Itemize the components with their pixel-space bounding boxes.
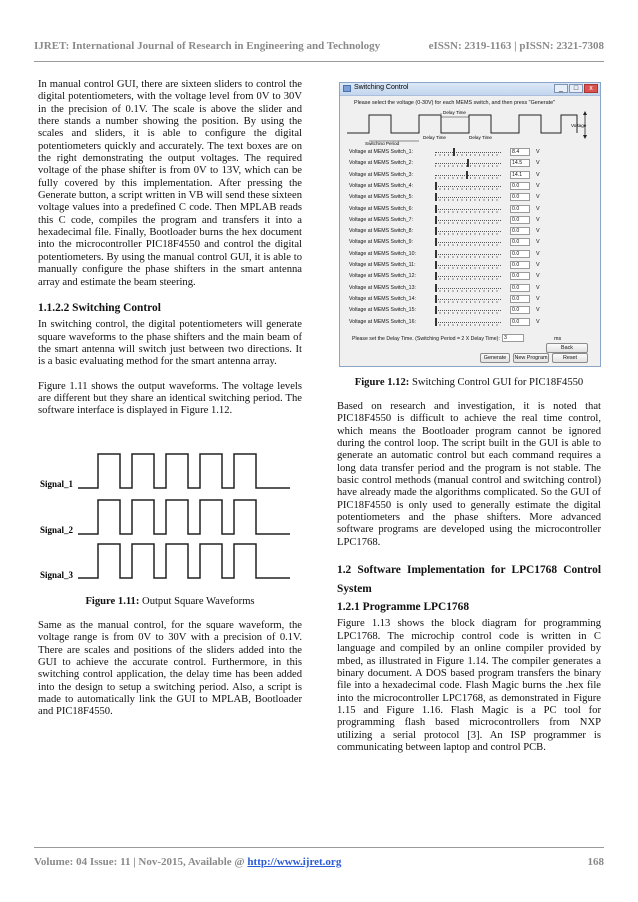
voltage-slider[interactable]: [435, 299, 501, 300]
footer-rule: [34, 847, 604, 848]
figure-1-11-caption-label: Figure 1.11:: [85, 596, 140, 607]
slider-thumb[interactable]: [466, 171, 468, 179]
slider-scale: [435, 244, 501, 246]
slider-thumb[interactable]: [435, 227, 437, 235]
figure-1-12-caption: [337, 377, 601, 388]
voltage-slider[interactable]: [435, 186, 501, 187]
slider-thumb[interactable]: [467, 159, 469, 167]
switch-voltage-label: Voltage at MEMS Switch_3:: [349, 171, 414, 178]
slider-scale: [435, 301, 501, 303]
switch-voltage-label: Voltage at MEMS Switch_4:: [349, 182, 414, 189]
voltage-slider[interactable]: [435, 242, 501, 243]
voltage-value-box[interactable]: 0.0: [510, 318, 530, 326]
signal-label-2: Signal_2: [40, 525, 74, 535]
header-rule: [34, 61, 604, 62]
voltage-slider[interactable]: [435, 231, 501, 232]
slider-thumb[interactable]: [435, 284, 437, 292]
voltage-slider[interactable]: [435, 288, 501, 289]
footer-url-link[interactable]: http://www.ijret.org: [247, 856, 342, 868]
section-heading-lpc1768-system: 1.2 Software Implementation for LPC1768 Control System: [337, 564, 601, 596]
voltage-unit: V: [536, 228, 540, 235]
voltage-unit: V: [536, 216, 540, 223]
voltage-value-box[interactable]: 0.0: [510, 216, 530, 224]
switching-period-diagram: [345, 109, 597, 145]
slider-thumb[interactable]: [435, 182, 437, 190]
instruction-text: Please select the voltage (0-30V) for each MEMS switch, and then press "Generate": [354, 100, 555, 106]
switch-voltage-label: Voltage at MEMS Switch_14:: [349, 295, 416, 302]
switch-voltage-label: Voltage at MEMS Switch_13:: [349, 284, 416, 291]
back-button[interactable]: Back: [546, 343, 588, 353]
switch-voltage-label: Voltage at MEMS Switch_5:: [349, 194, 414, 201]
voltage-slider[interactable]: [435, 276, 501, 277]
voltage-value-box[interactable]: 0.0: [510, 182, 530, 190]
switch-voltage-label: Voltage at MEMS Switch_15:: [349, 307, 416, 314]
paragraph-programming-lpc1768: Figure 1.13 shows the block diagram for programming LPC1768. The microchip control code is written in C language and compiled by an online compiler provided by mbed, as illustrated in Figure 1.14. The compiler generates a binary document. A DOS based program transfers the binary file into a hexadecimal code. Flash Magic burns the .hex file into the microcontroller LPC1768, as demonstrated in Figure 1.15 and Figure 1.16. Flash Magic is a PC tool for programming flash based microcontrollers from NXP utilizing a serial protocol [3]. An ISP programmer is communicating between laptop and control PCB.: [337, 618, 601, 753]
voltage-unit: V: [536, 239, 540, 246]
slider-thumb[interactable]: [453, 148, 455, 156]
reset-button[interactable]: Reset: [552, 353, 588, 363]
switch-voltage-label: Voltage at MEMS Switch_16:: [349, 318, 416, 325]
delay-time-right-label: Delay Time: [469, 135, 492, 140]
switch-row: [349, 305, 599, 316]
left-column-bottom: [38, 620, 302, 719]
voltage-unit: V: [536, 295, 540, 302]
voltage-unit: V: [536, 250, 540, 257]
slider-thumb[interactable]: [435, 306, 437, 314]
slider-scale: [435, 222, 501, 224]
paragraph-switching-intro: In switching control, the digital potentiometers will generate square waveforms to the phase shifters and the main beam of the smart antenna will switch just between two directions. It is a basic evaluating method for the smart antenna array.: [38, 319, 302, 368]
switch-voltage-label: Voltage at MEMS Switch_7:: [349, 216, 414, 223]
switch-row: [349, 204, 599, 215]
slider-scale: [435, 324, 501, 326]
slider-scale: [435, 312, 501, 314]
paragraph-figure-reference: Figure 1.11 shows the output waveforms. The voltage levels are different but they share an identical switching period. The software interface is displayed in Figure 1.12.: [38, 380, 302, 417]
paragraph-square-waveform: Same as the manual control, for the square waveform, the voltage range is from 0V to 30V with a precision of 0.1V. There are scales and positions of the sliders added into the GUI to achieve the accurate control. Furthermore, in this switching control application, the delay time has been added into the design to setup a switching period. Also, a script is made to automatically link the GUI to MPLAB, Bootloader and PIC18F4550.: [38, 620, 302, 718]
window-titlebar: [340, 83, 600, 96]
slider-scale: [435, 233, 501, 235]
slider-scale: [435, 199, 501, 201]
slider-thumb[interactable]: [435, 295, 437, 303]
switch-voltage-label: Voltage at MEMS Switch_10:: [349, 250, 416, 257]
voltage-unit: V: [536, 284, 540, 291]
voltage-value-box[interactable]: 0.0: [510, 193, 530, 201]
page-number: 168: [587, 856, 604, 868]
voltage-slider[interactable]: [435, 209, 501, 210]
voltage-slider[interactable]: [435, 254, 501, 255]
slider-scale: [435, 154, 501, 156]
voltage-value-box[interactable]: 0.0: [510, 306, 530, 314]
figure-1-12-caption-label: Figure 1.12:: [354, 377, 410, 388]
section-heading-switching-control: 1.1.2.2 Switching Control: [38, 301, 161, 314]
switch-row: [349, 237, 599, 248]
footer-volume: Volume: 04 Issue: 11 | Nov-2015, Available @: [34, 856, 248, 868]
switch-row: [349, 192, 599, 203]
journal-title: IJRET: International Journal of Research in Engineering and Technology: [34, 40, 381, 52]
switching-control-window: [339, 82, 601, 367]
voltage-unit: V: [536, 262, 540, 268]
voltage-value-box[interactable]: 0.0: [510, 238, 530, 246]
voltage-slider[interactable]: [435, 220, 501, 221]
generate-button[interactable]: Generate: [480, 353, 510, 363]
slider-thumb[interactable]: [435, 216, 437, 224]
switch-row: [349, 271, 599, 282]
slider-scale: [435, 267, 501, 269]
delay-unit: ms: [554, 336, 562, 342]
slider-thumb[interactable]: [435, 205, 437, 213]
window-title: Switching Control: [354, 84, 409, 91]
slider-thumb[interactable]: [435, 261, 437, 269]
issn-line: eISSN: 2319-1163 | pISSN: 2321-7308: [428, 40, 604, 52]
voltage-value-box[interactable]: 0.0: [510, 227, 530, 235]
voltage-unit: V: [536, 273, 540, 280]
figure-1-11-caption: [38, 596, 302, 607]
slider-thumb[interactable]: [435, 318, 437, 326]
figure-1-11-waveforms: [38, 440, 302, 588]
minimize-button[interactable]: _: [554, 84, 568, 93]
switch-row: [349, 226, 599, 237]
voltage-unit: V: [536, 182, 540, 189]
signal-waveform: [78, 454, 290, 488]
delay-time-input[interactable]: 3: [502, 334, 524, 342]
slider-scale: [435, 211, 501, 213]
switch-row: [349, 158, 599, 169]
voltage-value-box[interactable]: 0.0: [510, 205, 530, 213]
voltage-value-box[interactable]: 0.0: [510, 284, 530, 292]
figure-1-12-caption-text: Switching Control GUI for PIC18F4550: [409, 377, 584, 388]
slider-thumb[interactable]: [435, 272, 437, 280]
voltage-value-box[interactable]: 14.5: [510, 159, 530, 167]
voltage-unit: V: [536, 171, 540, 178]
right-column-text: [337, 401, 601, 754]
switch-row: [349, 181, 599, 192]
signal-waveform: [78, 500, 290, 534]
slider-scale: [435, 256, 501, 258]
new-program-button[interactable]: New Program: [514, 355, 548, 361]
signal-label-1: Signal_1: [40, 479, 74, 489]
slider-scale: [435, 290, 501, 292]
voltage-slider[interactable]: [435, 152, 501, 153]
slider-scale: [435, 278, 501, 280]
switch-voltage-label: Voltage at MEMS Switch_6:: [349, 205, 414, 212]
close-button[interactable]: x: [584, 84, 598, 93]
switch-row: [349, 215, 599, 226]
voltage-unit: V: [536, 318, 540, 325]
voltage-slider[interactable]: [435, 197, 501, 198]
delay-time-top-label: Delay Time: [443, 110, 466, 115]
voltage-unit: V: [536, 149, 540, 155]
switch-voltage-label: Voltage at MEMS Switch_2:: [349, 160, 414, 167]
voltage-value-box[interactable]: 0.0: [510, 250, 530, 258]
switch-voltage-label: Voltage at MEMS Switch_12:: [349, 273, 416, 280]
voltage-value-box[interactable]: 0.0: [510, 295, 530, 303]
signal-label-3: Signal_3: [40, 570, 74, 580]
delay-time-left-label: Delay Time: [423, 135, 446, 140]
voltage-unit: V: [536, 307, 540, 314]
switch-row: [349, 283, 599, 294]
slider-thumb[interactable]: [435, 238, 437, 246]
switch-voltage-label: Voltage at MEMS Switch_1:: [349, 149, 414, 155]
voltage-slider[interactable]: [435, 265, 501, 266]
voltage-unit: V: [536, 160, 540, 167]
slider-thumb[interactable]: [435, 250, 437, 258]
left-column-top: [38, 79, 302, 418]
paragraph-manual-control: In manual control GUI, there are sixteen sliders to control the digital potentiometers, with the voltage level from 0V to 30V in the precision of 0.1V. The scale is above the slider and there stands a number showing the position. By using the scales and sliders, it is able to configure the digital potentiometers quickly and accurately. The text boxes are on the right demonstrating the output voltages. The required voltage of the phase shifter is from 0V to 13V, which can be fully covered by this implementation. After pressing the Generate button, a script written in VB will send these sixteen voltage values into a predefined C code. Then MPLAB reads this C code, compiles the program and transfers it into a hexadecimal file. Finally, Bootloader burns the hex document into the microcontroller PIC18F4550 and control the digital potentiometers. By using the manual control GUI, it is able to manually configure the phase shifters in the smart antenna array and estimate the beam steering.: [38, 79, 302, 288]
switch-row: [349, 147, 599, 158]
delay-prompt: Please set the Delay Time. (Switching Period = 2 X Delay Time):: [352, 336, 500, 342]
paragraph-pic-limitations: Based on research and investigation, it is noted that PIC18F4550 is difficult to achieve the real time control, which means the Bootloader program cannot be ignored during the control loop. The script built in the GUI is able to generate an automatic control but each command requires a long data transfer period and the program is not stable. The basic control methods (manual control and switching control) have already made the algorithms complicated. So the GUI of PIC18F4550 is only used to generally estimate the digital potentiometers and the phase shifters. More advanced software programs are developed using the microcontroller LPC1768.: [337, 401, 601, 548]
switch-voltage-label: Voltage at MEMS Switch_8:: [349, 228, 414, 235]
switch-voltage-label: Voltage at MEMS Switch_11:: [349, 262, 416, 268]
switch-voltage-label: Voltage at MEMS Switch_9:: [349, 239, 414, 246]
voltage-value-box[interactable]: 14.1: [510, 171, 530, 179]
voltage-value-box[interactable]: 8.4: [510, 148, 530, 156]
voltage-unit: V: [536, 194, 540, 201]
voltage-unit: V: [536, 205, 540, 212]
figure-1-11-caption-text: Output Square Waveforms: [139, 596, 255, 607]
maximize-button[interactable]: □: [569, 84, 583, 93]
voltage-slider[interactable]: [435, 322, 501, 323]
app-icon: [343, 85, 351, 92]
switch-row: [349, 260, 599, 271]
voltage-slider[interactable]: [435, 310, 501, 311]
page-footer: [34, 856, 604, 868]
switch-row: [349, 170, 599, 181]
switch-row: [349, 317, 599, 328]
voltage-value-box[interactable]: 0.0: [510, 272, 530, 280]
section-heading-programme-lpc1768: 1.2.1 Programme LPC1768: [337, 601, 470, 614]
slider-scale: [435, 188, 501, 190]
page-header: [34, 40, 604, 54]
voltage-axis-label: Voltage: [571, 123, 587, 128]
signal-waveform: [78, 544, 290, 578]
switching-period-label: Switching Period: [365, 141, 400, 145]
slider-thumb[interactable]: [435, 193, 437, 201]
switch-row: [349, 249, 599, 260]
voltage-value-box[interactable]: 0.0: [510, 261, 530, 269]
switch-row: [349, 294, 599, 305]
